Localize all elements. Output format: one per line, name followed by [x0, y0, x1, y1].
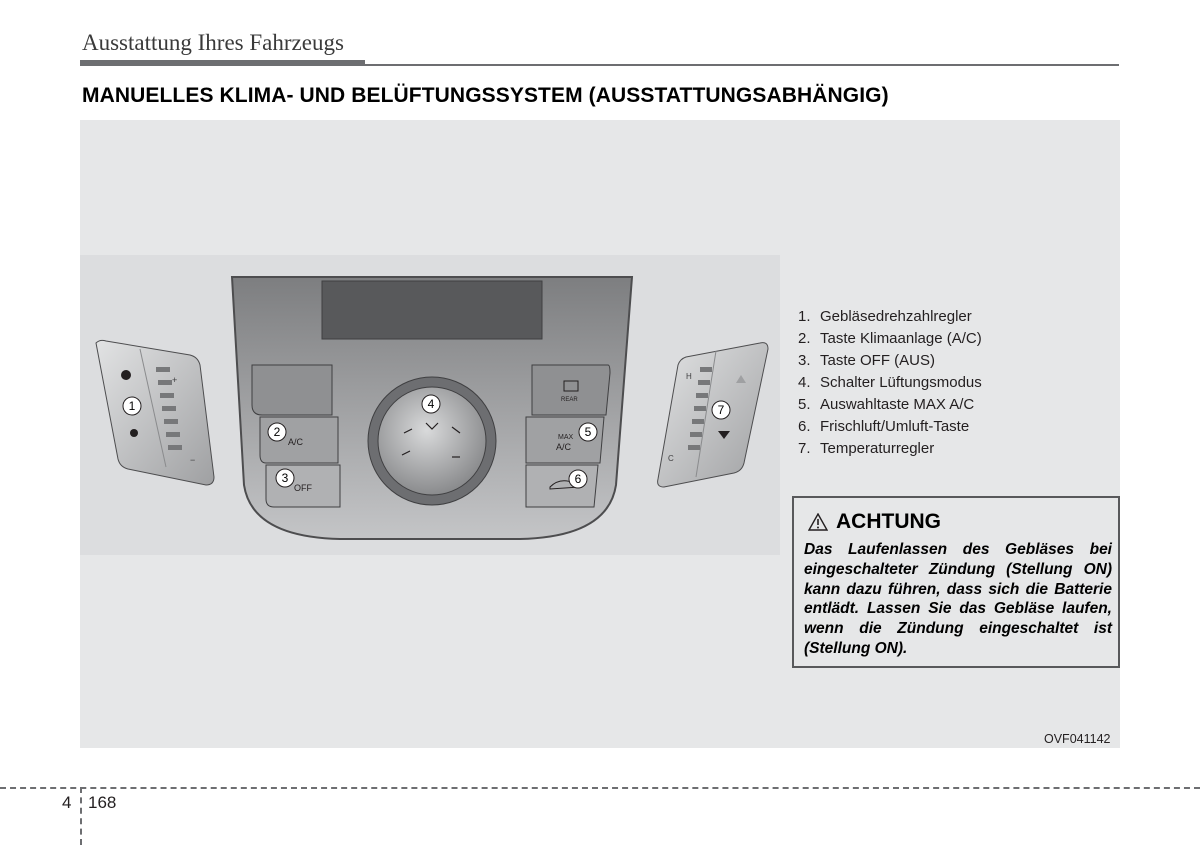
climate-control-illustration	[80, 255, 780, 555]
rear-defrost-button	[532, 365, 610, 415]
caution-text: Das Laufenlassen des Gebläses bei eingeschalteter Zündung (Stellung ON) kann dazu führen, dass sich die Batterie entlädt. Lassen Sie das Gebläse laufen, wenn die Zündung eingeschaltet ist (Stellung ON).	[804, 541, 1112, 657]
fan-speed-switch	[96, 340, 214, 485]
footer-rule	[0, 787, 1200, 789]
left-upper-button	[252, 365, 332, 415]
svg-text:7: 7	[717, 403, 725, 417]
caution-title: ACHTUNG	[836, 510, 941, 533]
max-label: MAX	[558, 434, 574, 441]
legend-item: 2. Taste Klimaanlage (A/C)	[798, 330, 982, 347]
svg-text:2: 2	[273, 425, 281, 439]
footer-divider	[80, 787, 82, 845]
off-button-label: OFF	[294, 483, 312, 493]
caution-box	[792, 496, 1120, 668]
chapter-number: 4	[62, 793, 72, 812]
header-rule-thick	[80, 60, 365, 66]
fan-minus-label: −	[190, 455, 196, 465]
callout-7	[712, 401, 730, 419]
header-rule-thin	[365, 64, 1119, 66]
max-ac-label: A/C	[556, 442, 572, 452]
page-number: 168	[88, 793, 117, 812]
temp-cold-label: C	[668, 454, 674, 463]
svg-text:6: 6	[574, 472, 582, 486]
display-screen	[322, 281, 542, 339]
legend-item: 5. Auswahltaste MAX A/C	[798, 396, 975, 413]
svg-text:3: 3	[281, 471, 289, 485]
callout-2	[268, 423, 286, 441]
legend-item: 1. Gebläsedrehzahlregler	[798, 308, 972, 325]
recirculation-button	[526, 465, 598, 507]
callout-6	[569, 470, 587, 488]
temp-hot-label: H	[686, 372, 692, 381]
svg-text:5: 5	[584, 425, 592, 439]
svg-text:1: 1	[128, 399, 136, 413]
callout-1	[123, 397, 141, 415]
figure-code: OVF041142	[1044, 732, 1111, 746]
legend-list	[798, 306, 982, 460]
temperature-switch	[658, 343, 768, 487]
legend-item: 4. Schalter Lüftungsmodus	[798, 374, 982, 391]
legend-item: 3. Taste OFF (AUS)	[798, 352, 936, 369]
legend-item: 7. Temperaturregler	[798, 440, 935, 457]
ac-button-label: A/C	[288, 437, 304, 447]
legend-item: 6. Frischluft/Umluft-Taste	[798, 418, 970, 435]
callout-3	[276, 469, 294, 487]
callout-4	[422, 395, 440, 413]
callout-5	[579, 423, 597, 441]
chapter-title: Ausstattung Ihres Fahrzeugs	[82, 30, 344, 55]
warning-triangle-icon	[808, 513, 828, 531]
rear-button-label: REAR	[561, 397, 578, 403]
svg-text:4: 4	[427, 397, 435, 411]
section-heading: MANUELLES KLIMA- UND BELÜFTUNGSSYSTEM (AUSSTATTUNGSABHÄNGIG)	[82, 84, 889, 107]
fan-plus-label: +	[172, 375, 178, 385]
caution-header	[808, 510, 941, 534]
